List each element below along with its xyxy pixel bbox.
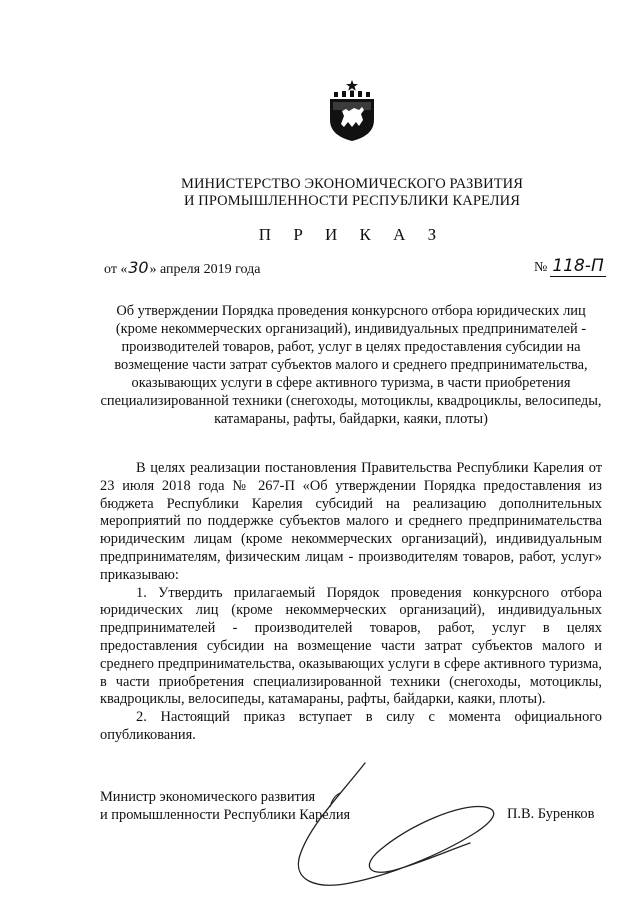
ministry-line-2: И ПРОМЫШЛЕННОСТИ РЕСПУБЛИКИ КАРЕЛИЯ — [183, 193, 521, 209]
ministry-line-1: МИНИСТЕРСТВО ЭКОНОМИЧЕСКОГО РАЗВИТИЯ — [180, 176, 524, 192]
document-type: П Р И К А З — [258, 225, 446, 244]
number-value: 118-П — [552, 256, 604, 276]
position-line-2: и промышленности Республики Карелия — [100, 807, 351, 823]
ministry-header — [150, 176, 554, 210]
body-item-1: 1. Утвердить прилагаемый Порядок проведения конкурсного отбора юридических лиц (кроме некоммерческих организаций), индивидуальных предпринимателей - производителей товаров, работ, услуг в целях предоставления субсидии на возмещение части затрат субъектов малого и среднего предпринимательства, оказывающих услуги в сфере активного туризма, в части приобретения специализированной техники (снегоходы, мотоциклы, квадроциклы, велосипеды, катамараны, рафты, байдарки, каяки, плоты). — [100, 584, 602, 708]
order-number — [534, 256, 606, 277]
karelia-coat-of-arms-icon — [326, 80, 378, 142]
signatory-name: П.В. Буренков — [507, 806, 595, 822]
order-date — [104, 258, 260, 278]
handwritten-signature — [270, 755, 520, 900]
position-line-1: Министр экономического развития — [100, 789, 316, 805]
body-intro: В целях реализации постановления Правительства Республики Карелия от 23 июля 2018 года № 267-П «Об утверждении Порядка предоставления из бюджета Республики Карелия субсидий на реализацию дополнительных мероприятий по поддержке субъектов малого и среднего предпринимательства юридическим лицам (кроме некоммерческих организаций), индивидуальным предпринимателям, физическим лицам - производителям товаров, работ, услуг» приказываю: — [100, 460, 602, 583]
order-body — [100, 460, 602, 745]
order-title: Об утверждении Порядка проведения конкурсного отбора юридических лиц (кроме некоммерческих организаций), индивидуальных предпринимателей - производителей товаров, работ, услуг в целях предоставления субсидии на возмещение части затрат субъектов малого и среднего предпринимательства, оказывающих услуги в сфере активного туризма, в части приобретения специализированной техники (снегоходы, мотоциклы, квадроциклы, велосипеды, катамараны, рафты, байдарки, каяки, плоты) — [100, 303, 602, 427]
date-day: 30 — [128, 258, 149, 277]
date-prefix: от « — [104, 262, 128, 277]
number-label: № — [534, 260, 548, 275]
date-suffix: » апреля 2019 года — [149, 262, 261, 277]
body-item-2: 2. Настоящий приказ вступает в силу с момента официального опубликования. — [100, 709, 602, 743]
